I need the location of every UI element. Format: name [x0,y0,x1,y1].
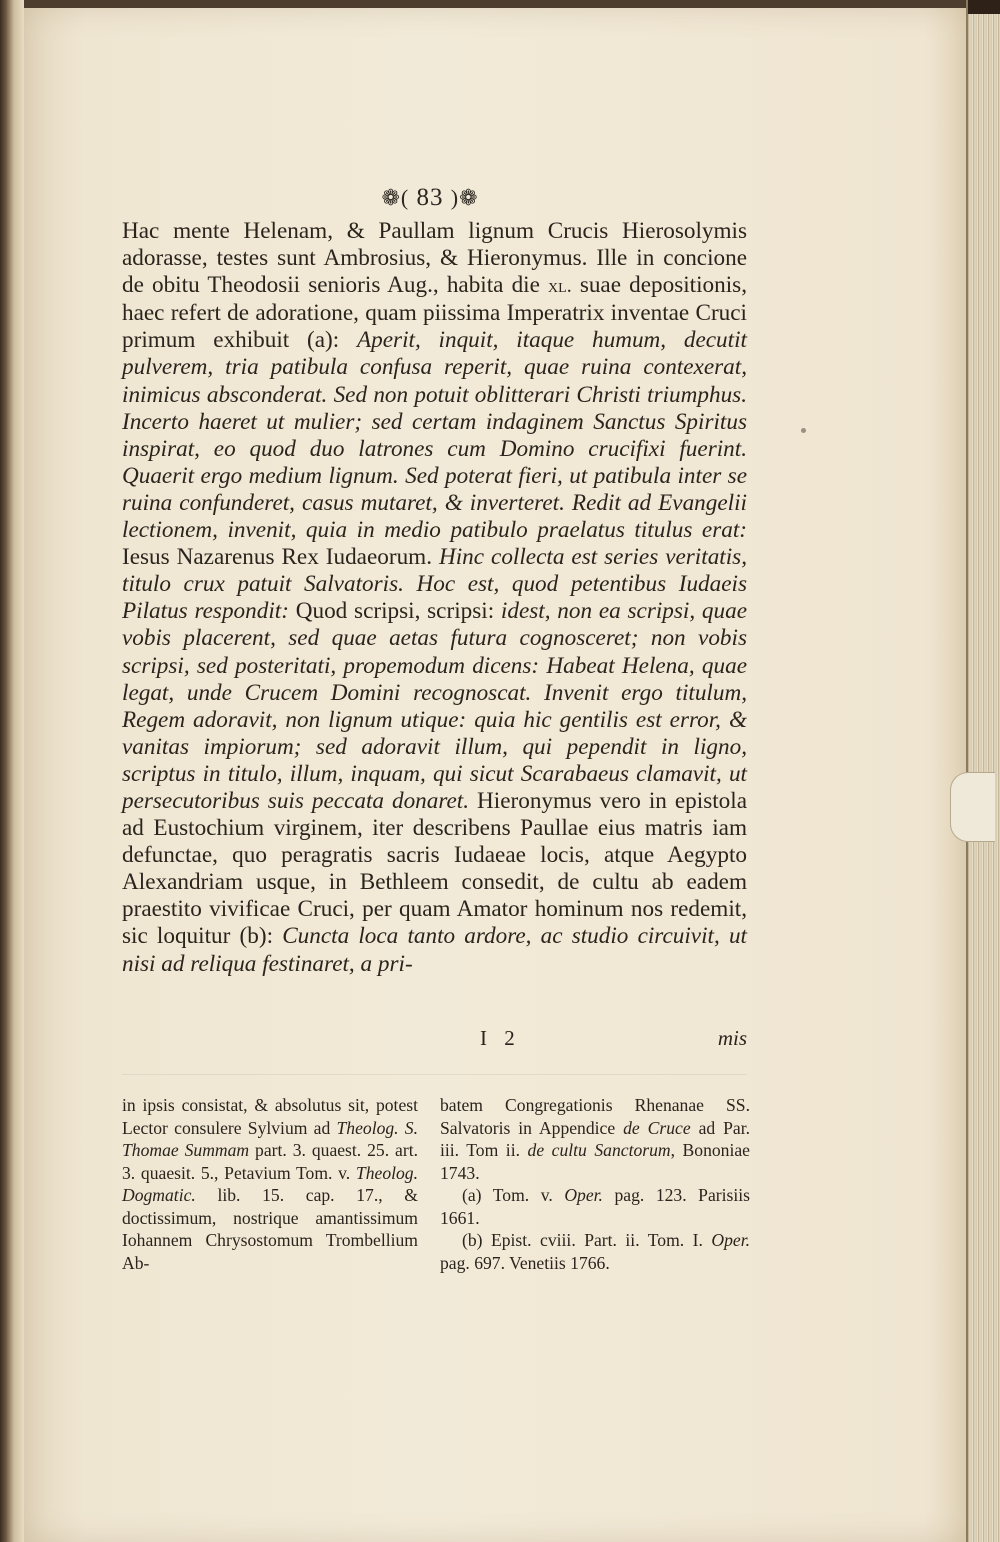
body-segment-7: idest, non ea scripsi, quae vobis placerent, sed quae aetas futura cognosceret; non vobis scripsi, sed posteritati, propemodum dicens: Habeat Helena, quae legat, unde Crucem Domini recognoscat. Invenit ergo titulum, Regem adoravit, non lignum utique: quia hic gentilis est error, & vanitas impiorum; sed adoravit illum, qui pependit in ligno, scriptus in titulo, illum, inquam, qui sicut Scarabaeus clamavit, ut persecutoribus suis peccata donaret. [122,598,748,814]
footnote-right-paragraph-1 [440,1184,750,1229]
footnote-right-segment-1-0: (a) Tom. v. [462,1185,565,1205]
footnote-column-left [122,1094,418,1274]
body-segment-2: suae depositionis, haec refert de adoratione, quam piissima Imperatrix inventae Cruci primum exhibuit (a): [122,272,748,354]
footnote-right-segment-2-1: Oper. [711,1230,750,1250]
footnote-left-segment-0: in ipsis consistat, & absolutus sit, potest Lector consulere Sylvium ad [122,1095,418,1138]
footnote-right-segment-0-1: de Cruce [623,1117,691,1138]
footnote-right-segment-2-2: pag. 697. Venetiis 1766. [440,1252,610,1273]
page-header [300,184,560,212]
footnote-right-segment-0-0: batem Congregationis Rhenanae SS. Salvatoris in Appendice [440,1095,750,1138]
footnote-right-segment-0-4: , Bononiae 1743. [440,1140,750,1183]
footnote-right-paragraph-0 [440,1094,750,1184]
body-segment-6: Quod scripsi, scripsi: [295,598,501,625]
main-text-block [122,218,747,978]
body-segment-1: xl. [548,275,572,298]
page-stack-edge [966,0,1000,1542]
body-segment-4: Iesus Nazarenus Rex Iudaeorum. [122,544,439,571]
footnote-right-segment-2-0: (b) Epist. cviii. Part. ii. Tom. I. [462,1230,712,1250]
footnote-column-right [440,1094,750,1274]
page-number: 83 [416,184,444,211]
body-segment-3: Aperit, inquit, itaque humum, decutit pulverem, tria patibula confusa reperit, quae ruina contexerat, inimicus absconderat. Sed non potuit oblitterari Christi triumphus. Incerto haeret ut mulier; sed certam indaginem Sanctus Spiritus inspirat, eo quod duo latrones cum Domino crucifixi fuerint. Quaerit ergo medium lignum. Sed poterat fieri, ut patibula inter se ruina confunderet, casus mutaret, & inverteret. Redit ad Evangelii lectionem, invenit, quia in medio patibulo praelatus titulus erat: [122,327,747,544]
footnote-right-paragraph-2 [440,1229,750,1274]
footnote-right-segment-0-2: ad Par. iii. Tom ii. [440,1117,750,1160]
page-tab-marker [950,772,995,842]
footnote-right-segment-1-2: pag. 123. Parisiis 1661. [440,1185,750,1228]
footnote-left-segment-1: Theolog. S. Thomae Summam [122,1117,418,1160]
ornament-left: ❁( [381,185,410,210]
previous-page-edge [0,0,24,1542]
catchword: mis [717,1026,747,1050]
signature-mark: I 2 [480,1026,521,1050]
ornament-right: )❁ [450,185,479,210]
body-segment-0: Hac mente Helenam, & Paullam lignum Crucis Hierosolymis adorasse, testes sunt Ambrosius, & Hieronymus. Ille in concione de obitu Theodosii senioris Aug., habita die [122,218,747,299]
bleed-through-line [122,1074,747,1075]
footnote-left-segment-4: lib. 15. cap. 17., & doctissimum, nostrique amantissimum Iohannem Chrysostomum Trombellium Ab- [122,1185,418,1273]
footnote-left-segment-3: Theolog. Dogmatic. [122,1162,418,1205]
paper-spot [801,428,806,433]
page-footer-marks [122,1026,747,1054]
body-segment-9: Cuncta loca tanto ardore, ac studio circuivit, ut nisi ad reliqua festinaret, a pri- [122,923,747,977]
body-segment-8: Hieronymus vero in epistola ad Eustochium virginem, iter describens Paullae eius matris iam defunctae, quo peragratis sacris Iudaeae locis, atque Aegypto Alexandriam usque, in Bethleem consedit, de cultu ab eadem praestito vivificae Cruci, per quam Amator hominum nos redemit, sic loquitur (b): [122,787,747,950]
footnote-right-segment-0-3: de cultu Sanctorum [527,1140,671,1160]
footnote-right-segment-1-1: Oper. [564,1185,603,1205]
footnote-left-segment-2: part. 3. quaest. 25. art. 3. quaesit. 5., Petavium Tom. v. [122,1140,418,1183]
body-segment-5: Hinc collecta est series veritatis, titulo crux patuit Salvatoris. Hoc est, quod petentibus Iudaeis Pilatus respondit: [122,544,747,625]
